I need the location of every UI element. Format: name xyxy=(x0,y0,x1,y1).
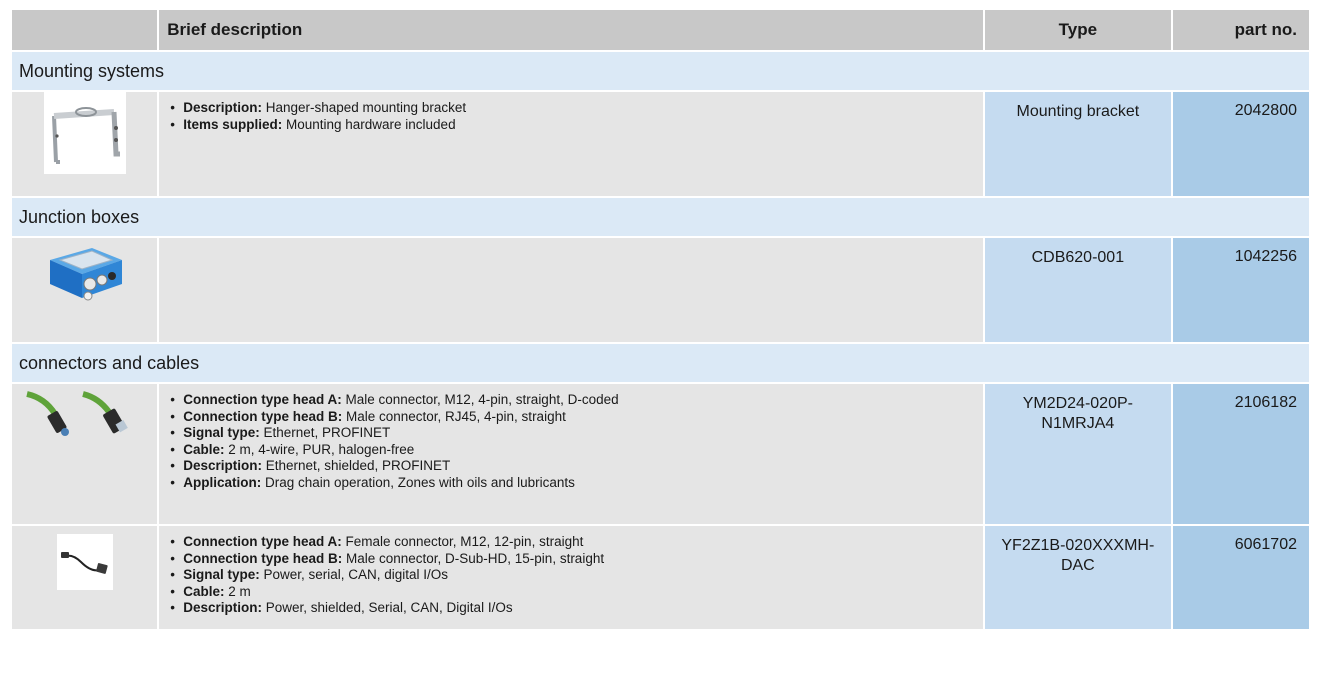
list-item xyxy=(169,551,973,568)
list-item xyxy=(169,100,973,117)
list-item xyxy=(169,600,973,617)
bullet-label: Connection type head A: xyxy=(183,534,342,549)
type-cell: Mounting bracket xyxy=(985,92,1171,198)
bullet-list xyxy=(169,534,973,617)
type-text: YF2Z1B-020XXXMH-DAC xyxy=(1001,537,1155,574)
table-header xyxy=(12,10,1309,52)
list-item xyxy=(169,409,973,426)
list-item xyxy=(169,117,973,134)
bullet-label: Connection type head A: xyxy=(183,392,342,407)
description-cell xyxy=(159,92,983,198)
description-cell xyxy=(159,526,983,631)
header-part-no: part no. xyxy=(1173,10,1309,52)
bullet-label: Application: xyxy=(183,474,262,490)
junction-box-image xyxy=(42,238,128,308)
part-no-cell: 2106182 xyxy=(1173,384,1309,526)
table-row xyxy=(12,384,1309,526)
header-brief-description: Brief description xyxy=(159,10,983,52)
bullet-text: Ethernet, PROFINET xyxy=(259,425,391,440)
bullet-text: Hanger-shaped mounting bracket xyxy=(261,100,467,115)
part-no-cell: 1042256 xyxy=(1173,238,1309,344)
bullet-label: Cable: xyxy=(183,583,225,599)
list-item xyxy=(169,392,973,409)
bullet-label: Items supplied: xyxy=(183,116,283,132)
bullet-label: Description: xyxy=(183,600,262,615)
bullet-text: Male connector, D-Sub-HD, 15-pin, straight xyxy=(342,550,605,566)
section-title: Mounting systems xyxy=(12,52,1309,92)
description-cell xyxy=(159,384,983,526)
list-item xyxy=(169,442,973,459)
bullet-label: Signal type: xyxy=(183,425,260,440)
part-no-cell: 6061702 xyxy=(1173,526,1309,631)
type-cell xyxy=(985,384,1171,526)
list-item xyxy=(169,425,973,442)
bullet-text: Drag chain operation, Zones with oils and lubricants xyxy=(261,474,575,490)
mounting-bracket-image xyxy=(44,92,126,174)
header-image-col xyxy=(12,10,157,52)
list-item xyxy=(169,584,973,601)
table-row xyxy=(12,526,1309,631)
section-title: connectors and cables xyxy=(12,344,1309,384)
bullet-text: Male connector, M12, 4-pin, straight, D-coded xyxy=(341,392,619,407)
section-row xyxy=(12,52,1309,92)
bullet-label: Cable: xyxy=(183,441,225,457)
bullet-text: Power, serial, CAN, digital I/Os xyxy=(259,567,449,582)
bullet-text: Male connector, RJ45, 4-pin, straight xyxy=(342,408,566,424)
bullet-text: Power, shielded, Serial, CAN, Digital I/Os xyxy=(261,600,513,615)
bullet-label: Signal type: xyxy=(183,567,260,582)
list-item xyxy=(169,534,973,551)
list-item xyxy=(169,458,973,475)
bullet-list xyxy=(169,392,973,491)
bullet-text: Mounting hardware included xyxy=(282,116,456,132)
bullet-list xyxy=(169,100,973,133)
table-row xyxy=(12,92,1309,198)
section-title: Junction boxes xyxy=(12,198,1309,238)
table-row xyxy=(12,238,1309,344)
bullet-text: Female connector, M12, 12-pin, straight xyxy=(341,534,584,549)
part-no-cell: 2042800 xyxy=(1173,92,1309,198)
section-row xyxy=(12,198,1309,238)
dsub-cable-image xyxy=(57,534,113,590)
bullet-text: 2 m xyxy=(224,583,251,599)
list-item xyxy=(169,475,973,492)
image-cell xyxy=(12,238,157,344)
type-text: YM2D24-020P-N1MRJA4 xyxy=(1022,395,1133,432)
image-cell xyxy=(12,526,157,631)
bullet-label: Description: xyxy=(183,458,262,473)
header-type: Type xyxy=(985,10,1171,52)
bullet-label: Connection type head B: xyxy=(183,408,343,424)
accessories-table xyxy=(10,10,1311,631)
ethernet-cable-image xyxy=(25,390,145,440)
image-cell xyxy=(12,92,157,198)
list-item xyxy=(169,567,973,584)
bullet-text: 2 m, 4-wire, PUR, halogen-free xyxy=(224,441,415,457)
type-cell: CDB620-001 xyxy=(985,238,1171,344)
type-cell xyxy=(985,526,1171,631)
bullet-label: Connection type head B: xyxy=(183,550,343,566)
bullet-label: Description: xyxy=(183,100,262,115)
description-cell xyxy=(159,238,983,344)
image-cell xyxy=(12,384,157,526)
bullet-text: Ethernet, shielded, PROFINET xyxy=(261,458,451,473)
section-row xyxy=(12,344,1309,384)
